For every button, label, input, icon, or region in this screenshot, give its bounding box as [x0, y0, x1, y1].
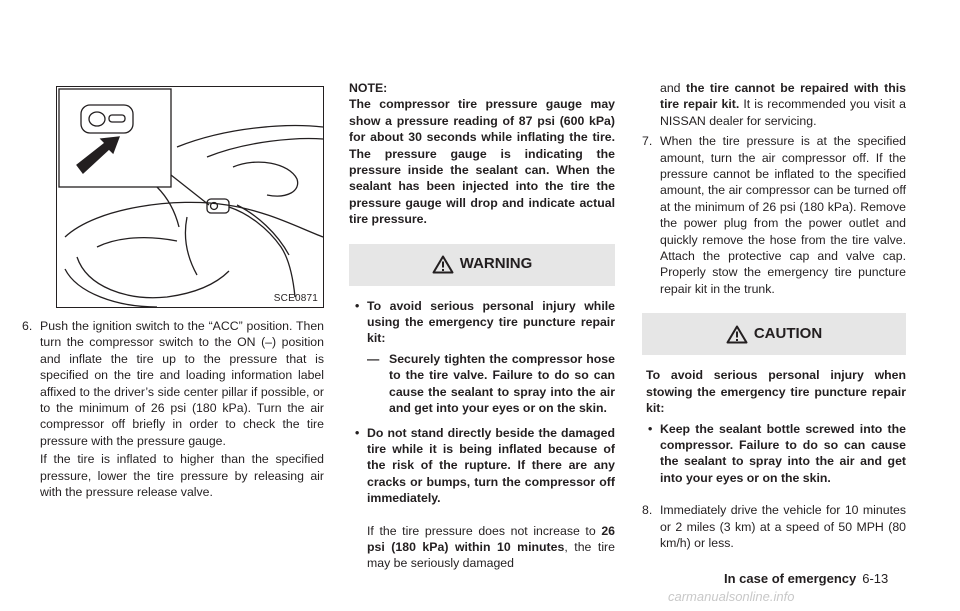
caution-triangle-icon — [726, 325, 748, 344]
warning-triangle-icon — [432, 255, 454, 274]
section-name: In case of emergency — [724, 571, 857, 586]
warning-bullet-2: • Do not stand directly beside the damaged tire while it is being inflated because of the risk of the rupture. If there are any cracks or bumps, turn the compressor off immediately. — [355, 425, 615, 506]
page-number: 6-13 — [862, 571, 889, 586]
caution-title: CAUTION — [753, 325, 823, 343]
step-8 — [642, 502, 906, 551]
step-8-text: Immediately drive the vehicle for 10 minutes or 2 miles (3 km) at a speed of 50 MPH (80 km/h) or less. — [660, 503, 906, 550]
caution-bullet-text: Keep the sealant bottle screwed into the compressor. Failure to do so can cause the sealant to spray into the air and get into your eyes or on the skin. — [660, 421, 906, 485]
warning-header — [349, 244, 615, 286]
page-footer — [724, 571, 888, 586]
warning-dash-text: Securely tighten the compressor hose to the tire valve. Failure to do so can cause the sealant to spray into the air and get into your eyes or on the skin. — [389, 351, 615, 416]
step-number: 8. — [642, 503, 653, 518]
tire-pressure-paragraph: If the tire pressure does not increase to 26 psi (180 kPa) within 10 minutes, the tire may be seriously damaged — [367, 523, 615, 571]
illustration-figure — [56, 86, 324, 308]
caution-text: To avoid serious personal injury when stowing the emergency tire puncture repair kit: — [646, 368, 906, 416]
step-7-text: When the tire pressure is at the specified amount, turn the air compressor off. If the pressure cannot be inflated to the specified amount, the air compressor can be turned off at the minimum of 26 psi (180 kPa). Remove the power plug from the power outlet and quickly remove the hose from the tire valve. Attach the protective cap and valve cap. Properly stow the emergency tire puncture repair kit in the trunk. — [660, 134, 906, 296]
continued-paragraph: and the tire cannot be repaired with this tire repair kit. It is recommended you visit a NISSAN dealer for servicing. — [660, 81, 906, 128]
step-6 — [22, 318, 324, 500]
step-6-text: Push the ignition switch to the “ACC” position. Then turn the compressor switch to the ON (–) position and inflate the tire up to the pressure that is specified on the tire and loading information label affixed to the driver’s side center pillar if possible, or to the minimum of 26 psi (180 kPa). Turn the air compressor off briefly in order to check the tire pressure with the pressure gauge. — [40, 319, 324, 448]
figure-code: SCE0871 — [273, 293, 318, 304]
compressor-switch-illustration — [57, 87, 324, 308]
watermark: carmanualsonline.info — [668, 589, 795, 604]
caution-bullet: • Keep the sealant bottle screwed into the compressor. Failure to do so can cause the sealant to spray into the air and get into your eyes or on the skin. — [648, 421, 906, 485]
step-number: 7. — [642, 134, 653, 149]
step-6-text-2: If the tire is inflated to higher than the specified pressure, lower the tire pressure by releasing air with the pressure release valve. — [40, 452, 324, 500]
warning-bullet-2-text: Do not stand directly beside the damaged tire while it is being inflated because of the risk of the rupture. If there are any cracks or bumps, turn the compressor off immediately. — [367, 425, 615, 506]
warning-dash-item: — Securely tighten the compressor hose to the tire valve. Failure to do so can cause the sealant to spray into the air and get into your eyes or on the skin. — [367, 351, 615, 416]
column-left — [22, 318, 324, 500]
column-middle — [349, 80, 615, 572]
caution-header — [642, 313, 906, 355]
step-7 — [642, 133, 906, 297]
warning-bullet-1-text: To avoid serious personal injury while using the emergency tire puncture repair kit: — [367, 298, 615, 346]
note-label: NOTE: — [349, 81, 388, 95]
warning-bullet-1: • To avoid serious personal injury while using the emergency tire puncture repair kit: — Securely tighten the compressor hose to the tire valve. Failure to do so can cause the sealant to spray into the air and get into your eyes or on the skin. — [355, 298, 615, 416]
step-number: 6. — [22, 319, 33, 333]
note-text: The compressor tire pressure gauge may show a pressure reading of 87 psi (600 kPa) for about 30 seconds while inflating the tire. The pressure gauge is indicating the pressure inside the sealant can. When the sealant has been injected into the tire the pressure gauge will drop and indicate actual tire pressure. — [349, 97, 615, 227]
column-right — [642, 80, 906, 551]
warning-title: WARNING — [459, 255, 533, 273]
